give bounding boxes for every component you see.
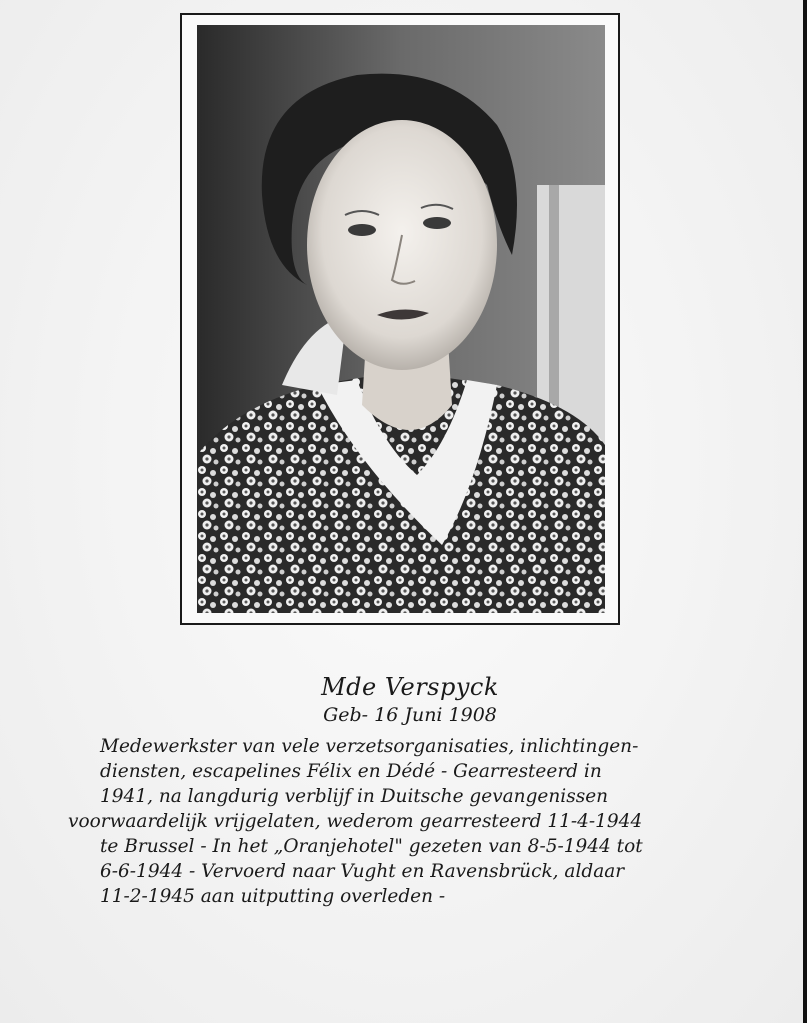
portrait-illustration (197, 25, 605, 613)
caption-line: Medewerkster van vele verzetsorganisaties, inlichtingen- (100, 736, 639, 757)
portrait-frame (180, 13, 620, 625)
caption-line: 11-2-1945 aan uitputting overleden - (100, 886, 446, 907)
caption-line: 6-6-1944 - Vervoerd naar Vught en Ravensbrück, aldaar (100, 861, 625, 882)
portrait-photo (197, 25, 605, 613)
caption-line: 1941, na langdurig verblijf in Duitsche gevangenissen (100, 786, 609, 807)
page-edge (803, 0, 807, 1023)
memorial-caption (60, 672, 760, 909)
caption-line: diensten, escapelines Félix en Dédé - Gearresteerd in (100, 761, 602, 782)
caption-line: voorwaardelijk vrijgelaten, wederom gearresteerd 11-4-1944 (68, 811, 643, 832)
birth-date: Geb- 16 Juni 1908 (323, 704, 497, 726)
caption-line: te Brussel - In het „Oranjehotel" gezeten van 8-5-1944 tot (100, 836, 643, 857)
person-name: Mde Verspyck (321, 673, 499, 701)
